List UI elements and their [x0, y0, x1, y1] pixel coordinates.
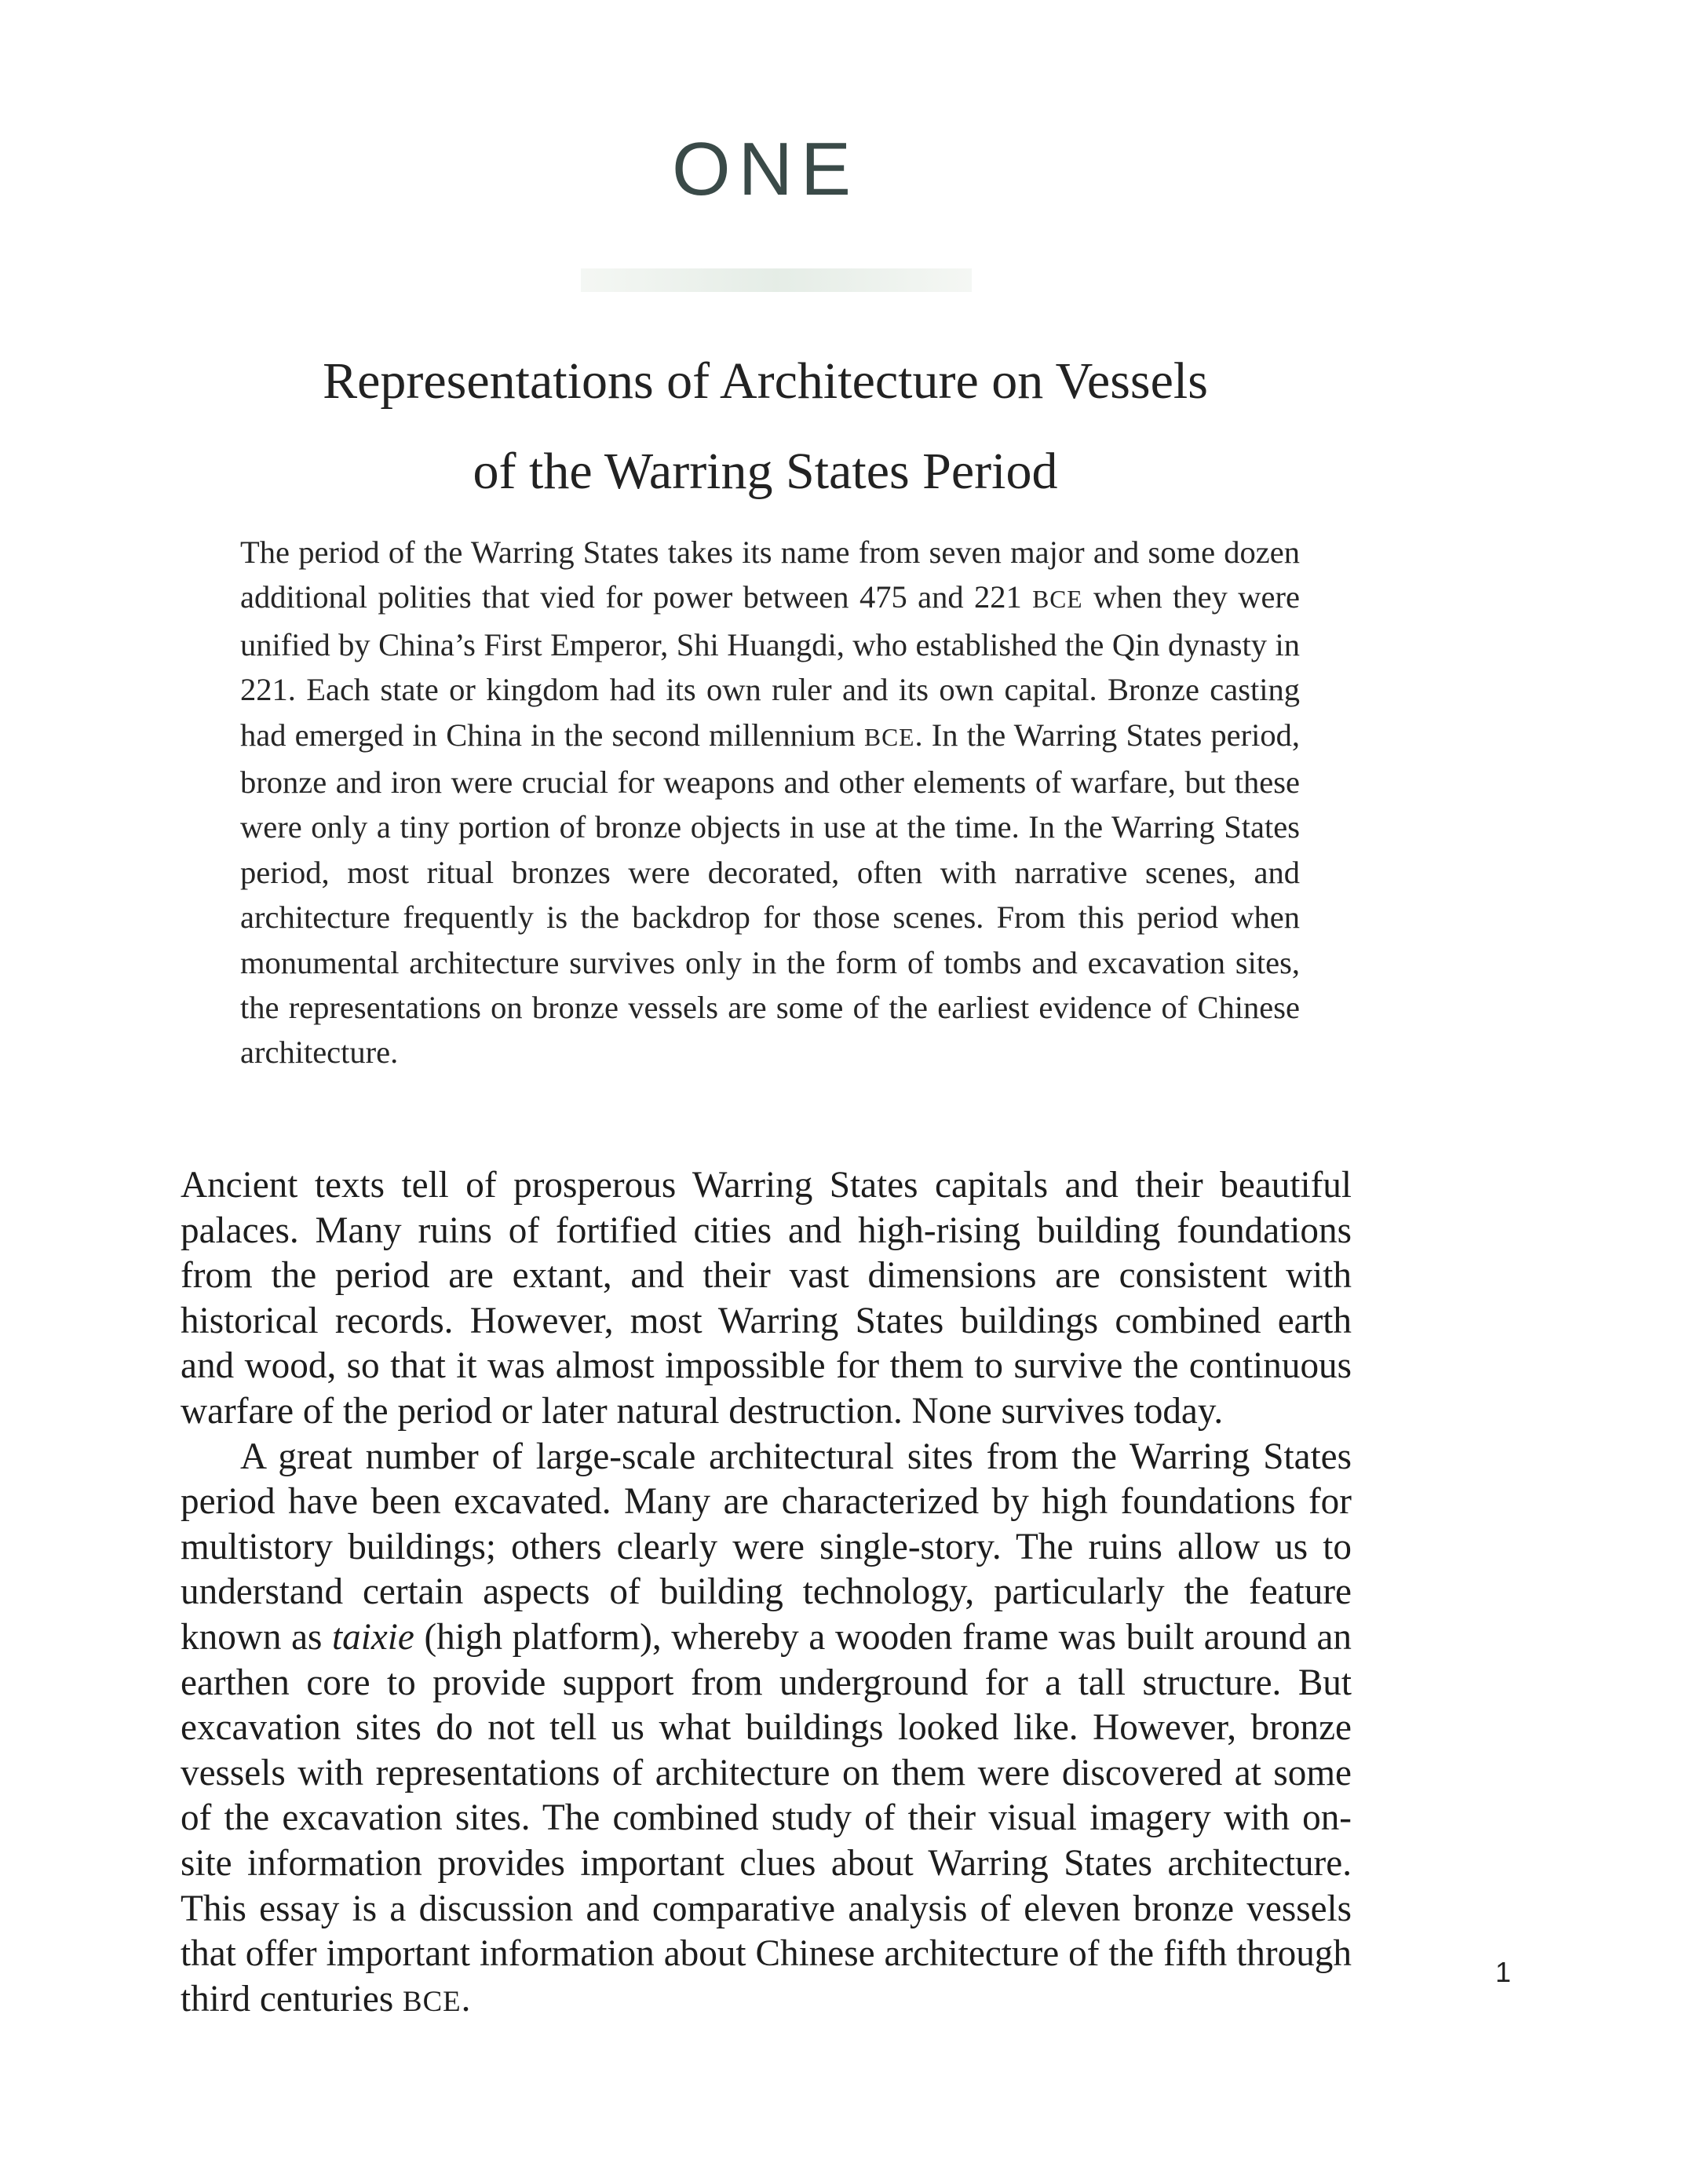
chapter-title-line-2: of the Warring States Period: [473, 443, 1058, 500]
abstract-text-1: The period of the Warring States takes its name from seven major and some dozen additional polities that vied for power between 475 and 221: [240, 535, 1300, 615]
paragraph-2-text-1: A great number of large-scale architectural sites from the Warring States period have been excavated. Many are characterized by high foundations for multistory buildings; others clearly were single-story. The ruins allow us to understand certain aspects of building technology, particularly the feature known as: [181, 1436, 1352, 1658]
abstract-text-2: when they were unified by China’s First Emperor, Shi Huangdi, who established the Qin dynasty in 221. Each state or kingdom had its own ruler and its own capital. Bronze casting had emerged in China in the second millennium: [240, 579, 1300, 753]
era-label: BCE: [403, 1984, 462, 2017]
body-paragraph-1: Ancient texts tell of prosperous Warring States capitals and their beautiful palaces. Many ruins of fortified cities and high-rising building foundations from the period are extant, and their vast dimensions are consistent with historical records. However, most Warring States buildings combined earth and wood, so that it was almost impossible for them to survive the continuous warfare of the period or later natural destruction. None survives today.: [181, 1165, 1352, 1432]
era-label: BCE: [864, 723, 915, 751]
chapter-title-line-1: Representations of Architecture on Vessels: [323, 352, 1208, 410]
era-label: BCE: [1032, 586, 1083, 614]
chapter-number: ONE: [671, 127, 859, 211]
chapter-title: [0, 336, 1531, 516]
abstract-text-3: . In the Warring States period, bronze and iron were crucial for weapons and other elements of warfare, but these were only a tiny portion of bronze objects in use at the time. In the Warring States period, most ritual bronzes were decorated, often with narrative scenes, and architecture frequently is the backdrop for those scenes. From this period when monumental architecture survives only in the form of tombs and excavation sites, the representations on bronze vessels are some of the earliest evidence of Chinese architecture.: [240, 717, 1300, 1071]
page-number: 1: [1495, 1956, 1512, 1988]
chapter-abstract: [240, 530, 1300, 1075]
body-text: [181, 1163, 1352, 2023]
scan-artifact: [581, 268, 972, 292]
body-paragraph-2: [181, 1435, 1352, 2024]
paragraph-2-end: .: [461, 1978, 471, 2020]
term-taixie: taixie: [332, 1616, 414, 1658]
paragraph-2-text-2: (high platform), whereby a wooden frame was built around an earthen core to provide support from underground for a tall structure. But excavation sites do not tell us what buildings looked like. However, bronze vessels with representations of architecture on them were discovered at some of the excavation sites. The combined study of their visual imagery with on-site information provides important clues about Warring States architecture. This essay is a discussion and comparative analysis of eleven bronze vessels that offer important information about Chinese architecture of the fifth through third centuries: [181, 1616, 1352, 2020]
